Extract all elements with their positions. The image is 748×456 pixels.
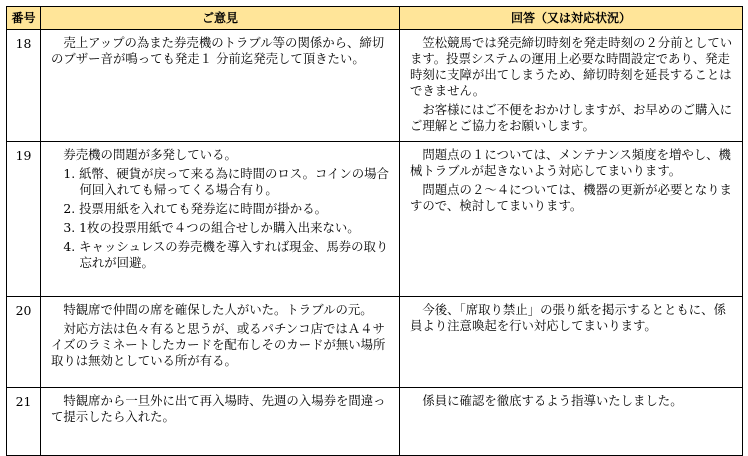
answer-text: 問題点の２～４については、機器の更新が必要となりますので、検討してまいります。	[410, 182, 732, 213]
answer-text: 今後、「席取り禁止」の張り紙を掲示するとともに、係員より注意喚起を行い対応してまいります。	[410, 302, 726, 333]
opinion-cell	[41, 142, 400, 297]
opinion-list-item: 1. 紙幣、硬貨が戻って来る為に時間のロス。コインの場合何回入れても帰ってくる場合有り。	[63, 166, 389, 197]
answer-text: 問題点の１については、メンテナンス頻度を増やし、機械トラブルが起きないよう対応してまいります。	[410, 147, 731, 178]
row-number: 21	[7, 388, 41, 456]
opinion-text: 券売機の問題が多発している。	[63, 147, 237, 162]
row-number: 19	[7, 142, 41, 297]
row-number: 20	[7, 297, 41, 388]
opinion-list-item: 2. 投票用紙を入れても発券迄に時間が掛かる。	[63, 201, 327, 216]
table-row	[7, 142, 743, 297]
answer-text: 笠松競馬では発売締切時刻を発走時刻の２分前としています。投票システムの運用上必要な時間設定であり、発走時刻に支障が出てしまうため、締切時刻を延長することはできません。	[410, 35, 733, 98]
answer-cell	[400, 30, 743, 142]
answer-cell	[400, 388, 743, 456]
opinion-cell	[41, 30, 400, 142]
answer-cell	[400, 142, 743, 297]
answer-text: 係員に確認を徹底するよう指導いたしました。	[422, 393, 683, 408]
opinion-table	[6, 6, 743, 456]
answer-text: お客様にはご不便をおかけしますが、お早めのご購入にご理解とご協力をお願いします。	[410, 102, 733, 133]
table-row	[7, 388, 743, 456]
header-row	[7, 7, 743, 30]
opinion-list-item: 3. 1枚の投票用紙で４つの組合せしか購入出来ない。	[63, 220, 360, 235]
opinion-list-item: 4. キャッシュレスの券売機を導入すれば現金、馬券の取り忘れが回避。	[63, 239, 389, 270]
opinion-text: 特観席から一旦外に出て再入場時、先週の入場券を間違って提示したら入れた。	[51, 393, 386, 424]
header-opinion: ご意見	[41, 7, 400, 30]
opinion-text: 対応方法は色々有ると思うが、或るパチンコ店ではＡ４サイズのラミネートしたカードを配布しそのカードが無い場所取りは無効としている所が有る。	[51, 321, 386, 368]
opinion-cell	[41, 388, 400, 456]
opinion-text: 特観席で仲間の席を確保した人がいた。トラブルの元。	[63, 302, 373, 317]
opinion-cell	[41, 297, 400, 388]
table-row	[7, 297, 743, 388]
row-number: 18	[7, 30, 41, 142]
opinion-text: 売上アップの為また券売機のトラブル等の関係から、締切のブザー音が鳴っても発走１ 分前迄発売して頂きたい。	[51, 35, 385, 66]
header-number: 番号	[7, 7, 41, 30]
answer-cell	[400, 297, 743, 388]
header-answer: 回答（又は対応状況）	[400, 7, 743, 30]
table-row	[7, 30, 743, 142]
